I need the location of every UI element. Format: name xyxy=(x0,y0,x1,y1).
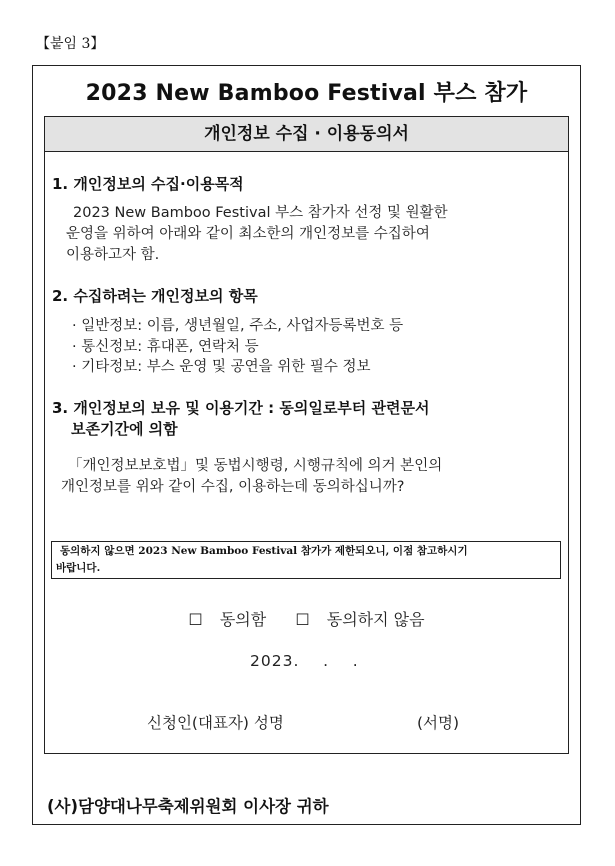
section-3-body xyxy=(61,456,442,498)
agree-checkbox[interactable]: ☐ xyxy=(188,610,203,629)
notice-line-1: 동의하지 않으면 2023 New Bamboo Festival 참가가 제한되오니, 이점 참고하시기 xyxy=(60,545,468,557)
section-3-heading-line-2: 보존기간에 의함 xyxy=(71,420,178,438)
section-3-line-1: 「개인정보보호법」및 동법시행령, 시행규칙에 의거 본인의 xyxy=(68,458,443,474)
bullet-item-general: · 일반정보: 이름, 생년월일, 주소, 사업자등록번호 등 xyxy=(72,318,404,334)
consent-options xyxy=(45,607,568,630)
signature-field[interactable]: (서명) xyxy=(417,714,460,732)
addressee: (사)담양대나무축제위원회 이사장 귀하 xyxy=(47,797,329,816)
consent-form-box xyxy=(44,116,569,754)
section-3-heading xyxy=(52,398,429,440)
disagree-label: 동의하지 않음 xyxy=(326,610,425,629)
applicant-name-label: 신청인(대표자) 성명 xyxy=(147,714,284,732)
attachment-label: 【붙임 3】 xyxy=(36,36,105,52)
document-title: 2023 New Bamboo Festival 부스 참가 xyxy=(85,81,528,106)
disagree-option[interactable] xyxy=(289,610,430,629)
section-2-heading: 2. 수집하려는 개인정보의 항목 xyxy=(52,287,258,305)
form-title: 개인정보 수집 · 이용동의서 xyxy=(45,117,568,152)
section-3-line-2: 개인정보를 위와 같이 수집, 이용하는데 동의하십니까? xyxy=(61,479,405,495)
section-1-heading: 1. 개인정보의 수집·이용목적 xyxy=(52,175,244,193)
agree-option[interactable] xyxy=(182,610,272,629)
bullet-item-contact: · 통신정보: 휴대폰, 연락처 등 xyxy=(72,338,259,355)
section-3-heading-line-1: 3. 개인정보의 보유 및 이용기간 : 동의일로부터 관련문서 xyxy=(52,399,430,417)
section-1-line-2: 운영을 위하여 아래와 같이 최소한의 개인정보를 수집하여 xyxy=(66,226,430,242)
section-1-line-3: 이용하고자 함. xyxy=(66,247,160,263)
date-field[interactable]: 2023. . . xyxy=(250,652,359,670)
form-outer-frame xyxy=(32,65,581,825)
notice-box xyxy=(51,541,561,579)
disagree-checkbox[interactable]: ☐ xyxy=(295,610,310,629)
section-1-body xyxy=(59,203,448,266)
notice-line-2: 바랍니다. xyxy=(56,562,101,574)
section-1-line-1: 2023 New Bamboo Festival 부스 참가자 선정 및 원활한 xyxy=(73,205,448,221)
section-2-bullet-list xyxy=(72,316,403,378)
agree-label: 동의함 xyxy=(219,610,267,629)
bullet-item-other: · 기타정보: 부스 운영 및 공연을 위한 필수 정보 xyxy=(72,359,371,375)
